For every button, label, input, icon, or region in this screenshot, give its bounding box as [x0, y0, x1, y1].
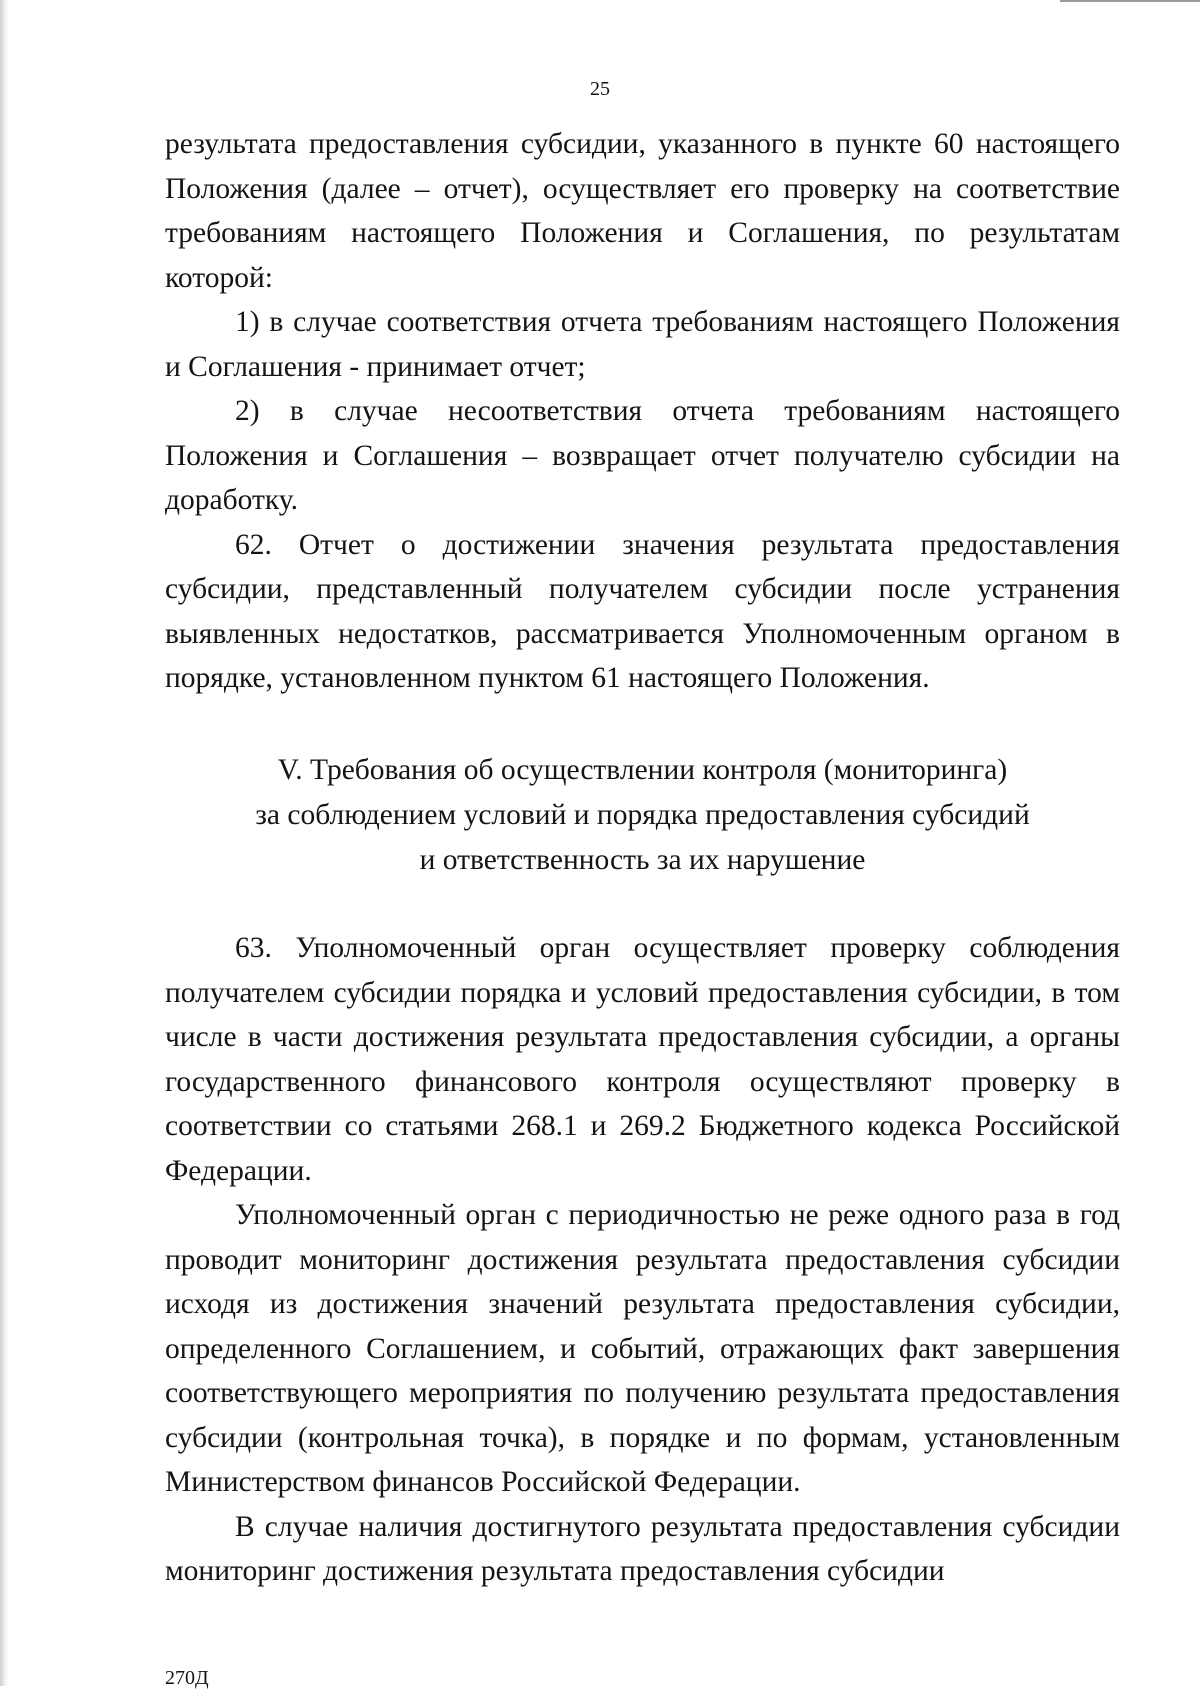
scan-edge-top — [1060, 0, 1200, 2]
scan-edge-left — [0, 0, 9, 1686]
paragraph-item-2: 2) в случае несоответствия отчета требованиям настоящего Положения и Соглашения – возвращает отчет получателю субсидии на доработку. — [165, 395, 1120, 516]
paragraph-item-1: 1) в случае соответствия отчета требованиям настоящего Положения и Соглашения - принимает отчет; — [165, 306, 1120, 383]
document-code: 270Д — [165, 1667, 209, 1689]
page-number: 25 — [590, 78, 610, 100]
paragraph-62: 62. Отчет о достижении значения результата предоставления субсидии, представленный получателем субсидии после устранения выявленных недостатков, рассматривается Уполномоченным органом в порядке, установленном пунктом 61 настоящего Положения. — [165, 528, 1120, 694]
text-block-top — [165, 122, 1120, 701]
section-heading-line: за соблюдением условий и порядка предоставления субсидий — [255, 799, 1030, 831]
text-block-bottom — [165, 926, 1120, 1594]
section-heading-line: V. Требования об осуществлении контроля (мониторинга) — [277, 754, 1008, 786]
section-heading — [165, 748, 1120, 883]
section-heading-line: и ответственность за их нарушение — [419, 844, 866, 876]
paragraph-continuation: результата предоставления субсидии, указанного в пункте 60 настоящего Положения (далее – отчет), осуществляет его проверку на соответствие требованиям настоящего Положения и Соглашения, по результатам которой: — [165, 128, 1120, 294]
paragraph-monitoring: Уполномоченный орган с периодичностью не реже одного раза в год проводит мониторинг достижения результата предоставления субсидии исходя из достижения значений результата предоставления субсидии, определенного Соглашением, и событий, отражающих факт завершения соответствующего мероприятия по получению результата предоставления субсидии (контрольная точка), в порядке и по формам, установленным Министерством финансов Российской Федерации. — [165, 1199, 1120, 1498]
paragraph-achieved-result: В случае наличия достигнутого результата предоставления субсидии мониторинг достижения результата предоставления субсидии — [165, 1510, 1120, 1587]
paragraph-63: 63. Уполномоченный орган осуществляет проверку соблюдения получателем субсидии порядка и условий предоставления субсидии, в том числе в части достижения результата предоставления субсидии, а органы государственного финансового контроля осуществляют проверку в соответствии со статьями 268.1 и 269.2 Бюджетного кодекса Российской Федерации. — [165, 932, 1120, 1187]
